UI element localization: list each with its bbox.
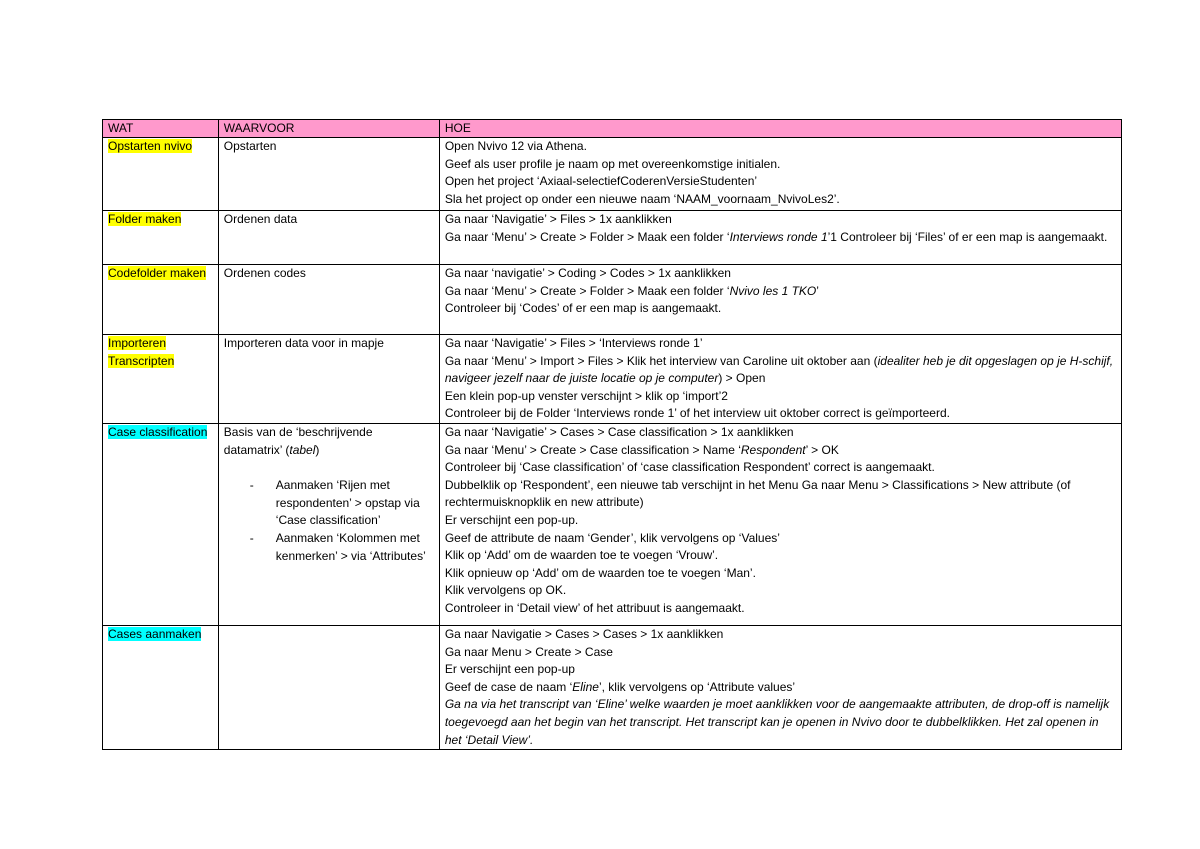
cell-hoe: [439, 211, 1121, 265]
header-hoe: HOE: [439, 120, 1121, 138]
hoe-line: Open Nvivo 12 via Athena.: [444, 139, 587, 153]
cell-waarvoor: [218, 424, 439, 626]
hoe-line: Er verschijnt een pop-up: [444, 662, 575, 677]
hoe-line: Klik vervolgens op OK.: [444, 583, 567, 598]
hoe-line: Ga naar ‘Menu’ > Create > Case classification > Name ‘Respondent’ > OK: [444, 442, 839, 457]
waarvoor-text: Importeren data voor in mapje: [223, 336, 384, 350]
waarvoor-text: Basis van de ‘beschrijvende datamatrix’ (tabel): [223, 425, 373, 457]
table-row: [103, 424, 1122, 626]
hoe-line: Ga naar ‘navigatie’ > Coding > Codes > 1x aanklikken: [444, 266, 731, 280]
hoe-line: Open het project ‘Axiaal-selectiefCoderenVersieStudenten’: [444, 174, 758, 189]
cell-wat: [103, 265, 219, 335]
wat-label: Codefolder maken: [108, 266, 207, 280]
table-row: [103, 265, 1122, 335]
waarvoor-text: Opstarten: [223, 139, 277, 153]
table-row: [103, 626, 1122, 750]
table-row: [103, 138, 1122, 211]
wat-label: Importeren Transcripten: [108, 336, 175, 368]
hoe-line: Ga naar ‘Navigatie’ > Files > ‘Interviews ronde 1’: [444, 336, 703, 350]
header-wat: WAT: [103, 120, 219, 138]
hoe-line: Ga naar ‘Navigatie’ > Files > 1x aanklikken: [444, 212, 672, 226]
cell-hoe: [439, 335, 1121, 424]
hoe-line: Ga naar ‘Menu’ > Create > Folder > Maak een folder ‘Interviews ronde 1’1 Controleer bij ‘Files’ of er een map is aangemaakt.: [444, 229, 1108, 244]
hoe-line: Klik opnieuw op ‘Add’ om de waarden toe te voegen ‘Man’.: [444, 565, 756, 580]
waarvoor-text: Ordenen codes: [223, 266, 306, 280]
cell-wat: [103, 211, 219, 265]
hoe-line: Geef de attribute de naam ‘Gender’, klik vervolgens op ‘Values’: [444, 530, 780, 545]
hoe-line: Dubbelklik op ‘Respondent’, een nieuwe tab verschijnt in het Menu Ga naar Menu > Classifications > New attribute (of rechtermuisknopklik en new attribute): [444, 477, 1071, 510]
waarvoor-list: [224, 477, 434, 565]
hoe-line: Geef de case de naam ‘Eline’, klik vervolgens op ‘Attribute values’: [444, 679, 796, 694]
cell-waarvoor: [218, 138, 439, 211]
cell-waarvoor: [218, 626, 439, 750]
hoe-line: Ga naar ‘Menu’ > Import > Files > Klik het interview van Caroline uit oktober aan (idealiter heb je dit opgeslagen op je H-schijf, navigeer jezelf naar de juiste locatie op je computer) > Open: [444, 353, 1114, 386]
instruction-table: [102, 119, 1122, 750]
hoe-line: Controleer bij ‘Codes’ of er een map is aangemaakt.: [444, 301, 722, 316]
hoe-line: Controleer bij de Folder ‘Interviews ronde 1’ of het interview uit oktober correct is geïmporteerd.: [444, 406, 950, 421]
hoe-line: Ga naar ‘Navigatie’ > Cases > Case classification > 1x aanklikken: [444, 425, 794, 439]
hoe-line: Controleer in ‘Detail view’ of het attribuut is aangemaakt.: [444, 600, 745, 615]
cell-wat: [103, 626, 219, 750]
cell-wat: [103, 138, 219, 211]
hoe-line: Controleer bij ‘Case classification’ of ‘case classification Respondent’ correct is aangemaakt.: [444, 460, 935, 475]
table-row: [103, 335, 1122, 424]
hoe-line: Ga naar Navigatie > Cases > Cases > 1x aanklikken: [444, 627, 724, 641]
wat-label: Case classification: [108, 425, 208, 439]
wat-label: Cases aanmaken: [108, 627, 202, 641]
table-header-row: [103, 120, 1122, 138]
hoe-line: Sla het project op onder een nieuwe naam ‘NAAM_voornaam_NvivoLes2’.: [444, 191, 840, 206]
hoe-line: Er verschijnt een pop-up.: [444, 512, 579, 527]
header-waarvoor: WAARVOOR: [218, 120, 439, 138]
cell-wat: [103, 424, 219, 626]
cell-hoe: [439, 265, 1121, 335]
wat-label: Opstarten nvivo: [108, 139, 193, 153]
cell-wat: [103, 335, 219, 424]
wat-label: Folder maken: [108, 212, 182, 226]
cell-hoe: [439, 626, 1121, 750]
list-item: - Aanmaken ‘Kolommen met kenmerken’ > via ‘Attributes’: [224, 530, 434, 565]
waarvoor-text: Ordenen data: [223, 212, 298, 226]
hoe-line: Ga naar Menu > Create > Case: [444, 644, 613, 659]
hoe-line: Ga naar ‘Menu’ > Create > Folder > Maak een folder ‘Nvivo les 1 TKO’: [444, 283, 819, 298]
cell-hoe: [439, 138, 1121, 211]
cell-hoe: [439, 424, 1121, 626]
hoe-line: Geef als user profile je naam op met overeenkomstige initialen.: [444, 156, 781, 171]
cell-waarvoor: [218, 265, 439, 335]
list-item: - Aanmaken ‘Rijen met respondenten’ > opstap via ‘Case classification’: [224, 477, 434, 530]
hoe-line: Een klein pop-up venster verschijnt > klik op ‘import’2: [444, 388, 728, 403]
hoe-line: Ga na via het transcript van ‘Eline’ welke waarden je moet aanklikken voor de aangemaakte attributen, de drop-off is namelijk toegevoegd aan het begin van het transcript. Het transcript kan je openen in Nvivo door te dubbelklikken. Het zal openen in het ‘Detail View’.: [444, 697, 1110, 747]
cell-waarvoor: [218, 335, 439, 424]
table-row: [103, 211, 1122, 265]
hoe-line: Klik op ‘Add’ om de waarden toe te voegen ‘Vrouw’.: [444, 548, 719, 563]
cell-waarvoor: [218, 211, 439, 265]
